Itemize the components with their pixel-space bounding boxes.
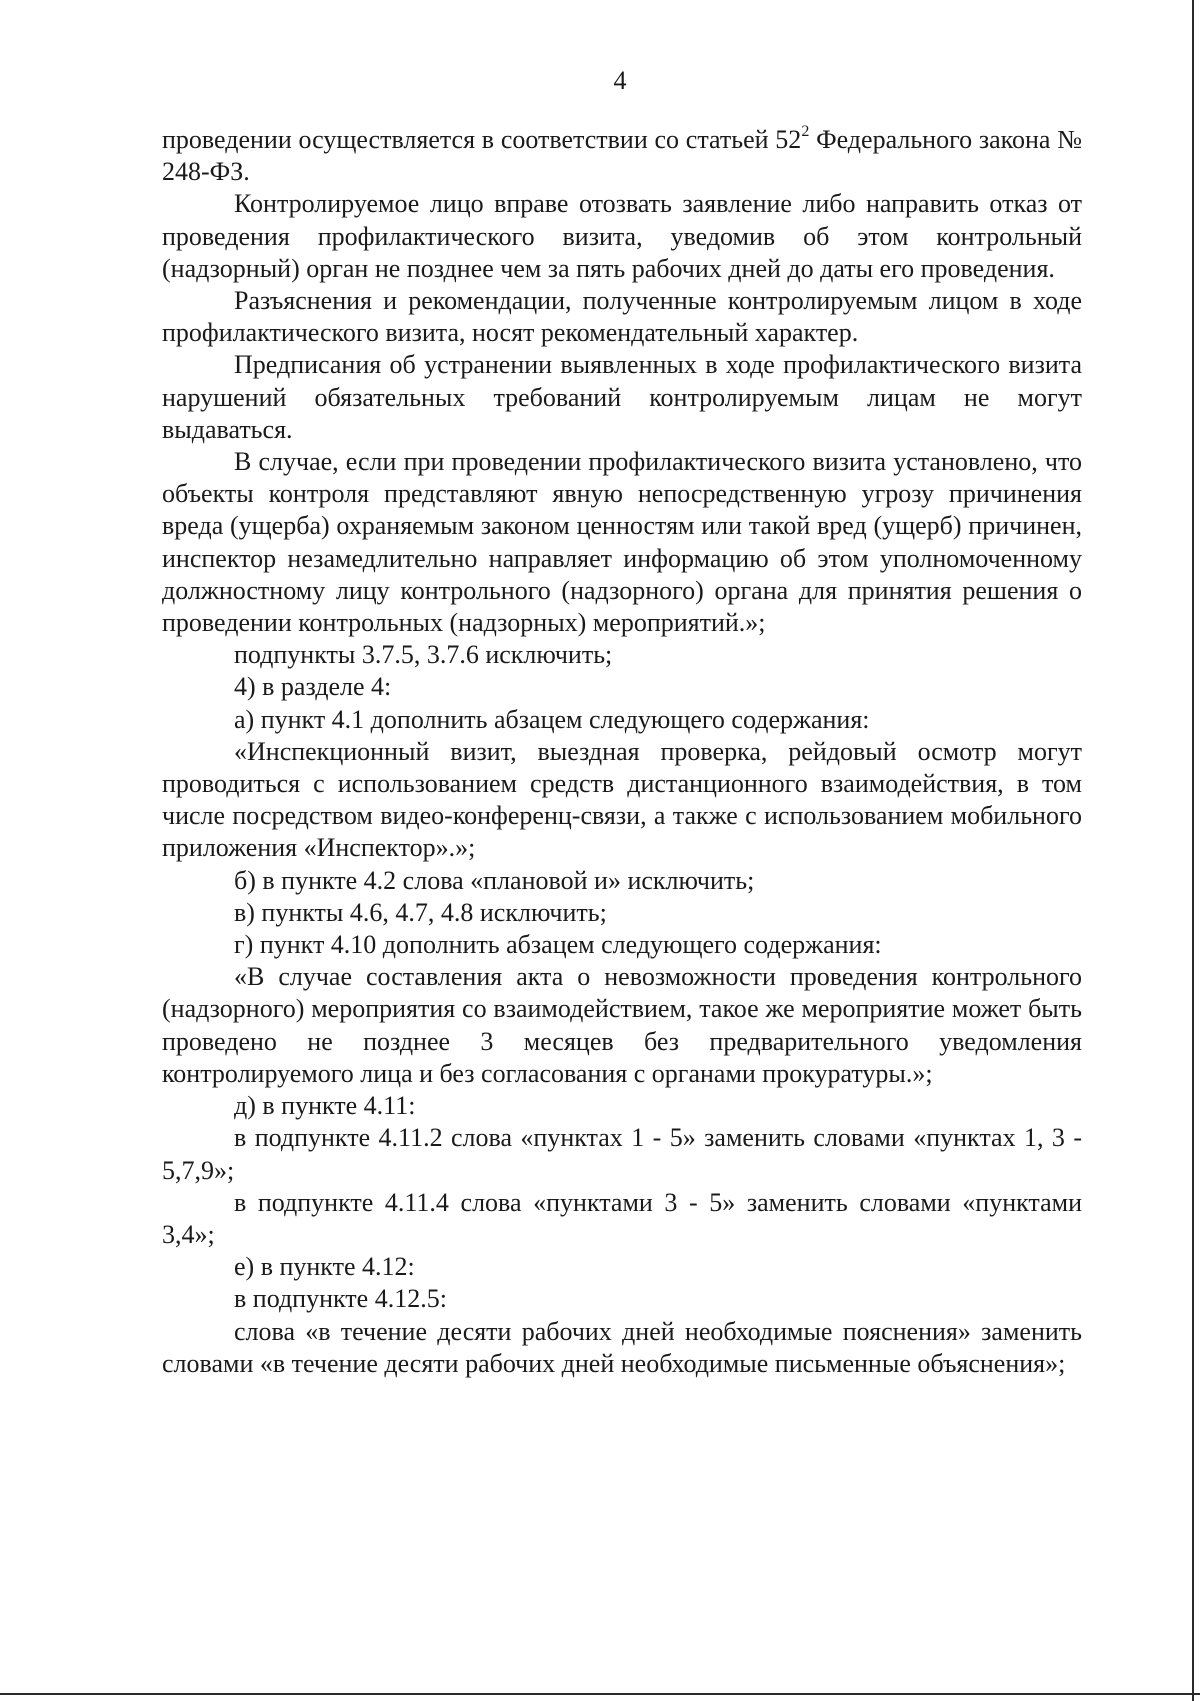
paragraph: Предписания об устранении выявленных в ходе профилактического визита нарушений обязательных требований контролируемым лицам не могут выдаваться. — [162, 350, 1082, 444]
paragraph: а) пункт 4.1 дополнить абзацем следующего содержания: — [234, 704, 870, 734]
paragraph: в подпункте 4.11.2 слова «пунктах 1 - 5» заменить словами «пунктах 1, 3 - 5,7,9»; — [162, 1123, 1082, 1185]
paragraph: слова «в течение десяти рабочих дней необходимые пояснения» заменить словами «в течение десяти рабочих дней необходимые письменные объяснения»; — [162, 1316, 1082, 1378]
paragraph: д) в пункте 4.11: — [234, 1091, 416, 1121]
document-body — [162, 124, 1082, 1380]
scan-edge-right — [1192, 0, 1194, 1701]
paragraph: г) пункт 4.10 дополнить абзацем следующего содержания: — [234, 930, 882, 960]
paragraph: «Инспекционный визит, выездная проверка, рейдовый осмотр могут проводиться с использованием средств дистанционного взаимодействия, в том числе посредством видео-конференц-связи, а также с использованием мобильного приложения «Инспектор».»; — [162, 736, 1082, 863]
paragraph: Контролируемое лицо вправе отозвать заявление либо направить отказ от проведения профилактического визита, уведомив об этом контрольный (надзорный) орган не позднее чем за пять рабочих дней до даты его проведения. — [162, 189, 1082, 283]
paragraph-text: Федерального закона № 248-ФЗ. — [162, 125, 1082, 187]
paragraph: «В случае составления акта о невозможности проведения контрольного (надзорного) мероприятия со взаимодействием, такое же мероприятие может быть проведено не позднее 3 месяцев без предварительного уведомления контролируемого лица и без согласования с органами прокуратуры.»; — [162, 962, 1082, 1088]
scan-edge-bottom — [0, 1693, 1200, 1695]
paragraph: 4) в разделе 4: — [234, 672, 392, 702]
paragraph: в подпункте 4.12.5: — [234, 1284, 447, 1314]
paragraph: В случае, если при проведении профилактического визита установлено, что объекты контроля представляют явную непосредственную угрозу причинения вреда (ущерба) охраняемым законом ценностям или такой вред (ущерб) причинен, инспектор незамедлительно направляет информацию об этом уполномоченному должностному лицу контрольного (надзорного) органа для принятия решения о проведении контрольных (надзорных) мероприятий.»; — [162, 447, 1082, 638]
paragraph: в) пункты 4.6, 4.7, 4.8 исключить; — [234, 897, 607, 927]
page-number: 4 — [613, 66, 627, 95]
paragraph: подпункты 3.7.5, 3.7.6 исключить; — [234, 640, 613, 670]
paragraph: Разъяснения и рекомендации, полученные контролируемым лицом в ходе профилактического визита, носят рекомендательный характер. — [162, 286, 1082, 348]
paragraph: б) в пункте 4.2 слова «плановой и» исключить; — [234, 865, 755, 895]
superscript: 2 — [801, 123, 810, 141]
paragraph-text: проведении осуществляется в соответствии со статьей 52 — [162, 125, 802, 154]
paragraph-continuation — [162, 124, 1082, 188]
paragraph: е) в пункте 4.12: — [234, 1252, 415, 1282]
paragraph: в подпункте 4.11.4 слова «пунктами 3 - 5» заменить словами «пунктами 3,4»; — [162, 1187, 1082, 1249]
